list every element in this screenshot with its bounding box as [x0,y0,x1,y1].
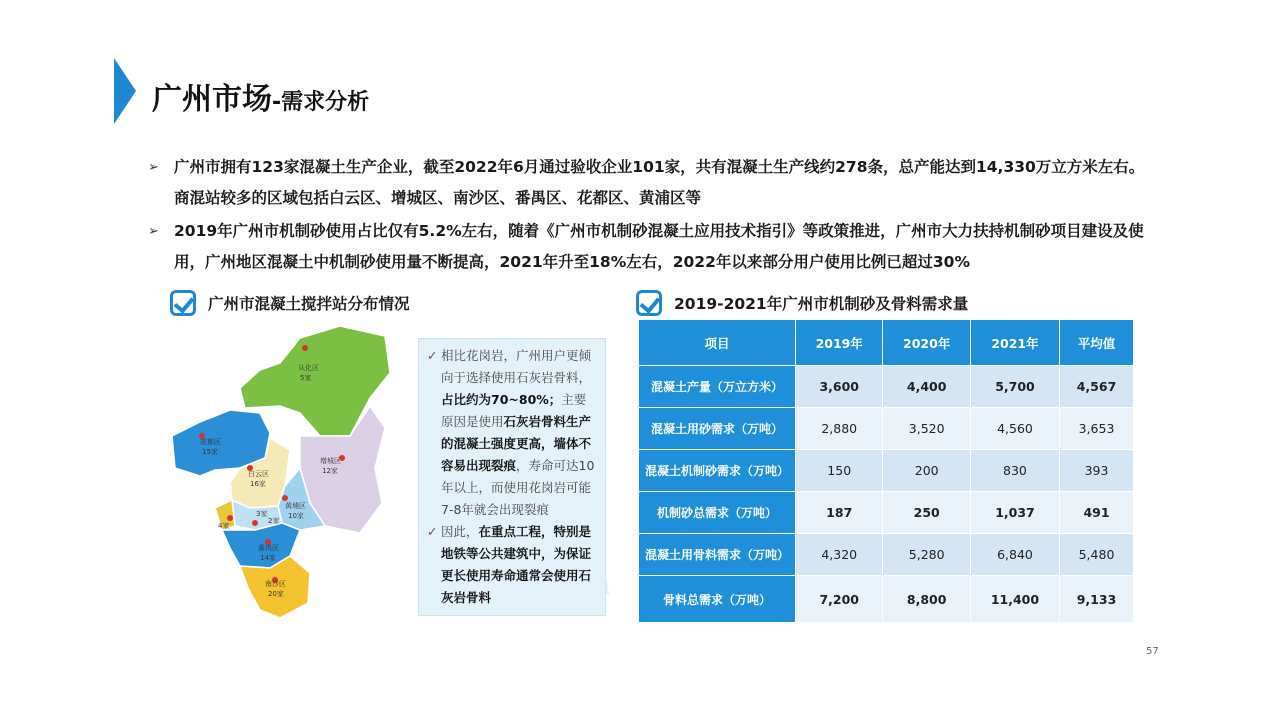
arrow-bullet-icon: ➢ [148,224,159,239]
callout-bold-text: 在重点工程，特别是地铁等公共建筑中，为保证更长使用寿命通常会使用石灰岩骨料 [441,524,592,605]
column-header: 项目 [639,320,796,366]
row-label: 混凝土机制砂需求（万吨） [639,450,796,492]
table-cell: 491 [1060,492,1134,534]
table-heading-text: 2019-2021年广州市机制砂及骨料需求量 [674,295,969,313]
table-cell: 150 [796,450,883,492]
callout-bold-text: 占比约为70~80%； [441,392,562,407]
location-pin-icon [302,345,308,351]
table-cell: 3,653 [1060,408,1134,450]
arrow-bullet-icon: ➢ [148,160,159,175]
table-cell: 393 [1060,450,1134,492]
table-cell: 4,400 [883,366,970,408]
page-title [152,74,369,118]
page-number: 57 [1146,646,1159,657]
map-count-baiyun: 16家 [250,480,266,488]
map-label-conghua: 从化区 [298,364,319,372]
callout-text: ，寿命可达10年以上，而使用花岗岩可能7-8年就会出现裂痕 [441,458,595,517]
map-count-panyu: 14家 [260,554,276,562]
callout-box [418,338,606,616]
map-label-huangpu: 黄埔区 [285,502,306,510]
table-cell: 3,520 [883,408,970,450]
title-sub: -需求分析 [272,90,370,115]
row-label: 混凝土用骨料需求（万吨） [639,534,796,576]
map-count-huangpu: 10家 [288,512,304,520]
checkbox-icon [636,290,662,316]
table-cell: 5,480 [1060,534,1134,576]
callout-bold-text: 石灰岩骨料生产的混凝土强度更高，墙体不容易出现裂痕 [441,414,592,473]
row-label: 混凝土产量（万立方米） [639,366,796,408]
column-header: 平均值 [1060,320,1134,366]
bullet-text: 2019年广州市机制砂使用占比仅有5.2%左右，随着《广州市机制砂混凝土应用技术指引》等政策推进，广州市大力扶持机制砂项目建设及使用，广州地区混凝土中机制砂使用量不断提高，2021年升至18%左右，2022年以来部分用户使用比例已超过30% [174,222,1144,271]
table-cell: 187 [796,492,883,534]
check-icon: ✓ [427,348,438,363]
table-cell: 7,200 [796,576,883,623]
table-cell: 9,133 [1060,576,1134,623]
map-heading-text: 广州市混凝土搅拌站分布情况 [208,295,410,313]
table-cell: 5,700 [970,366,1059,408]
row-label: 混凝土用砂需求（万吨） [639,408,796,450]
map-count-huadu: 15家 [202,448,218,456]
column-header: 2019年 [796,320,883,366]
bullet-item [148,152,1158,214]
map-label-baiyun: 白云区 [248,470,269,478]
title-main: 广州市场 [152,82,272,117]
row-label: 机制砂总需求（万吨） [639,492,796,534]
map-count-zengcheng: 12家 [322,467,338,475]
table-cell: 830 [970,450,1059,492]
table-cell: 200 [883,450,970,492]
map-label-zengcheng: 增城区 [320,457,341,465]
bullet-list [148,152,1158,280]
table-row [639,450,1134,492]
bullet-item [148,216,1158,278]
check-icon: ✓ [427,524,438,539]
map-count-central: 2家 [268,517,280,525]
callout-text: 因此， [441,524,479,539]
callout-text: 主要原因是使用 [441,392,587,429]
location-pin-icon [252,520,258,526]
table-cell: 6,840 [970,534,1059,576]
table-cell: 2,880 [796,408,883,450]
table-row [639,492,1134,534]
column-header: 2020年 [883,320,970,366]
column-header: 2021年 [970,320,1059,366]
table-row [639,576,1134,623]
table-cell: 1,037 [970,492,1059,534]
map-count-conghua: 5家 [300,374,312,382]
location-pin-icon [227,515,233,521]
table-header-row [639,320,1134,366]
bullet-text: 广州市拥有123家混凝土生产企业，截至2022年6月通过验收企业101家，共有混凝土生产线约278条，总产能达到14,330万立方米左右。商混站较多的区域包括白云区、增城区、南沙区、番禺区、花都区、黄浦区等 [174,158,1145,207]
table-cell: 5,280 [883,534,970,576]
table-row [639,408,1134,450]
table-row [639,366,1134,408]
table-row [639,534,1134,576]
table-cell: 8,800 [883,576,970,623]
callout-item [427,345,597,521]
map-label-huadu: 花都区 [200,438,221,446]
map-label-nansha: 南沙区 [265,580,286,588]
demand-table [638,319,1134,623]
table-cell: 4,560 [970,408,1059,450]
callout-item [427,521,597,609]
table-cell: 11,400 [970,576,1059,623]
guangzhou-map [160,318,420,628]
table-cell: 250 [883,492,970,534]
map-count-tianhe: 3家 [256,510,268,518]
table-cell: 4,567 [1060,366,1134,408]
location-pin-icon [282,495,288,501]
title-arrow-decoration [114,58,136,124]
row-label: 骨料总需求（万吨） [639,576,796,623]
map-count-liwan: 4家 [218,522,230,530]
map-count-nansha: 20家 [268,590,284,598]
table-cell: 3,600 [796,366,883,408]
table-section-heading [636,290,968,316]
callout-text: 相比花岗岩，广州用户更倾向于选择使用石灰岩骨料， [441,348,592,385]
table-cell: 4,320 [796,534,883,576]
map-section-heading [170,290,410,316]
map-label-panyu: 番禺区 [258,544,279,552]
checkbox-icon [170,290,196,316]
